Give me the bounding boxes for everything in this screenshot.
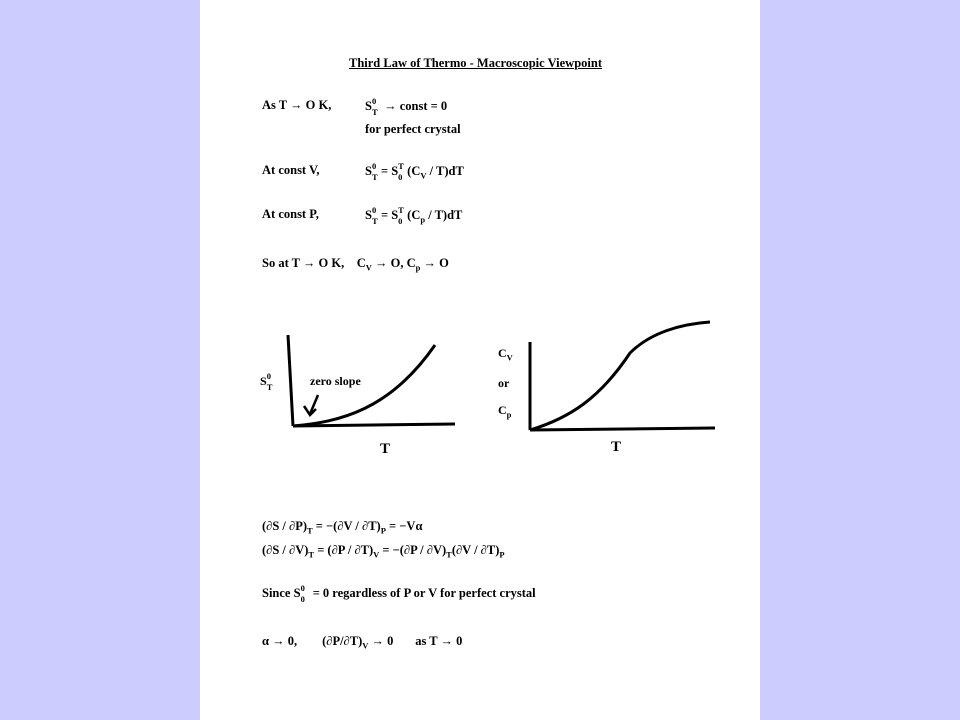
- zero-slope-annotation: zero slope: [310, 374, 361, 388]
- entropy-graph-x-label: T: [380, 441, 391, 457]
- heat-capacity-graph-x-axis: [530, 428, 715, 430]
- line-1-equation: S 0 T → const = 0: [365, 96, 448, 117]
- maxwell-relation-2: $(\partial S / \partial V)_T = (\partial P / \partial T)_V = -(\partial P / \partial V)_T(\partial V / \partial T)_P$: [262, 543, 505, 560]
- heat-capacity-y-label-or: or: [498, 376, 510, 390]
- zero-slope-arrow-icon: [304, 395, 318, 415]
- heat-capacity-graph-curve: [530, 322, 710, 430]
- line-3-label: At const P,: [262, 207, 319, 221]
- line-3-equation: S 0 T = S T 0 $(C_p / T)dT$: [365, 205, 463, 226]
- maxwell-relation-1: $(\partial S / \partial P)_T = -(\partial V / \partial T)_P = -V\alpha$: [262, 519, 423, 536]
- entropy-graph-y-axis: [288, 335, 293, 426]
- entropy-graph-y-label: S 0 T: [260, 371, 273, 392]
- line-1-label: As T → O K,: [262, 98, 332, 112]
- heat-capacity-y-label-cv: $C_V$: [498, 346, 513, 363]
- entropy-graph: [280, 330, 480, 450]
- page-title: Third Law of Thermo - Macroscopic Viewpoint: [349, 56, 603, 70]
- line-4-statement: So at T → O K, $C_V \to O$, $C_p \to O$: [262, 256, 449, 273]
- line-1-condition: for perfect crystal: [365, 122, 461, 136]
- heat-capacity-graph-x-label: T: [611, 439, 622, 455]
- line-2-equation: S 0 T = S T 0 $(C_V / T)dT$: [365, 161, 464, 182]
- heat-capacity-y-label-cp: $C_p$: [498, 403, 512, 420]
- since-statement: Since S 0 0 = 0 regardless of P or V for perfect crystal: [262, 583, 536, 604]
- heat-capacity-graph: [520, 318, 730, 438]
- document-page: [200, 0, 760, 720]
- limit-statement: α → 0, $(\partial P/\partial T)_V \to 0$ as T → 0: [262, 634, 463, 651]
- line-2-label: At const V,: [262, 163, 320, 177]
